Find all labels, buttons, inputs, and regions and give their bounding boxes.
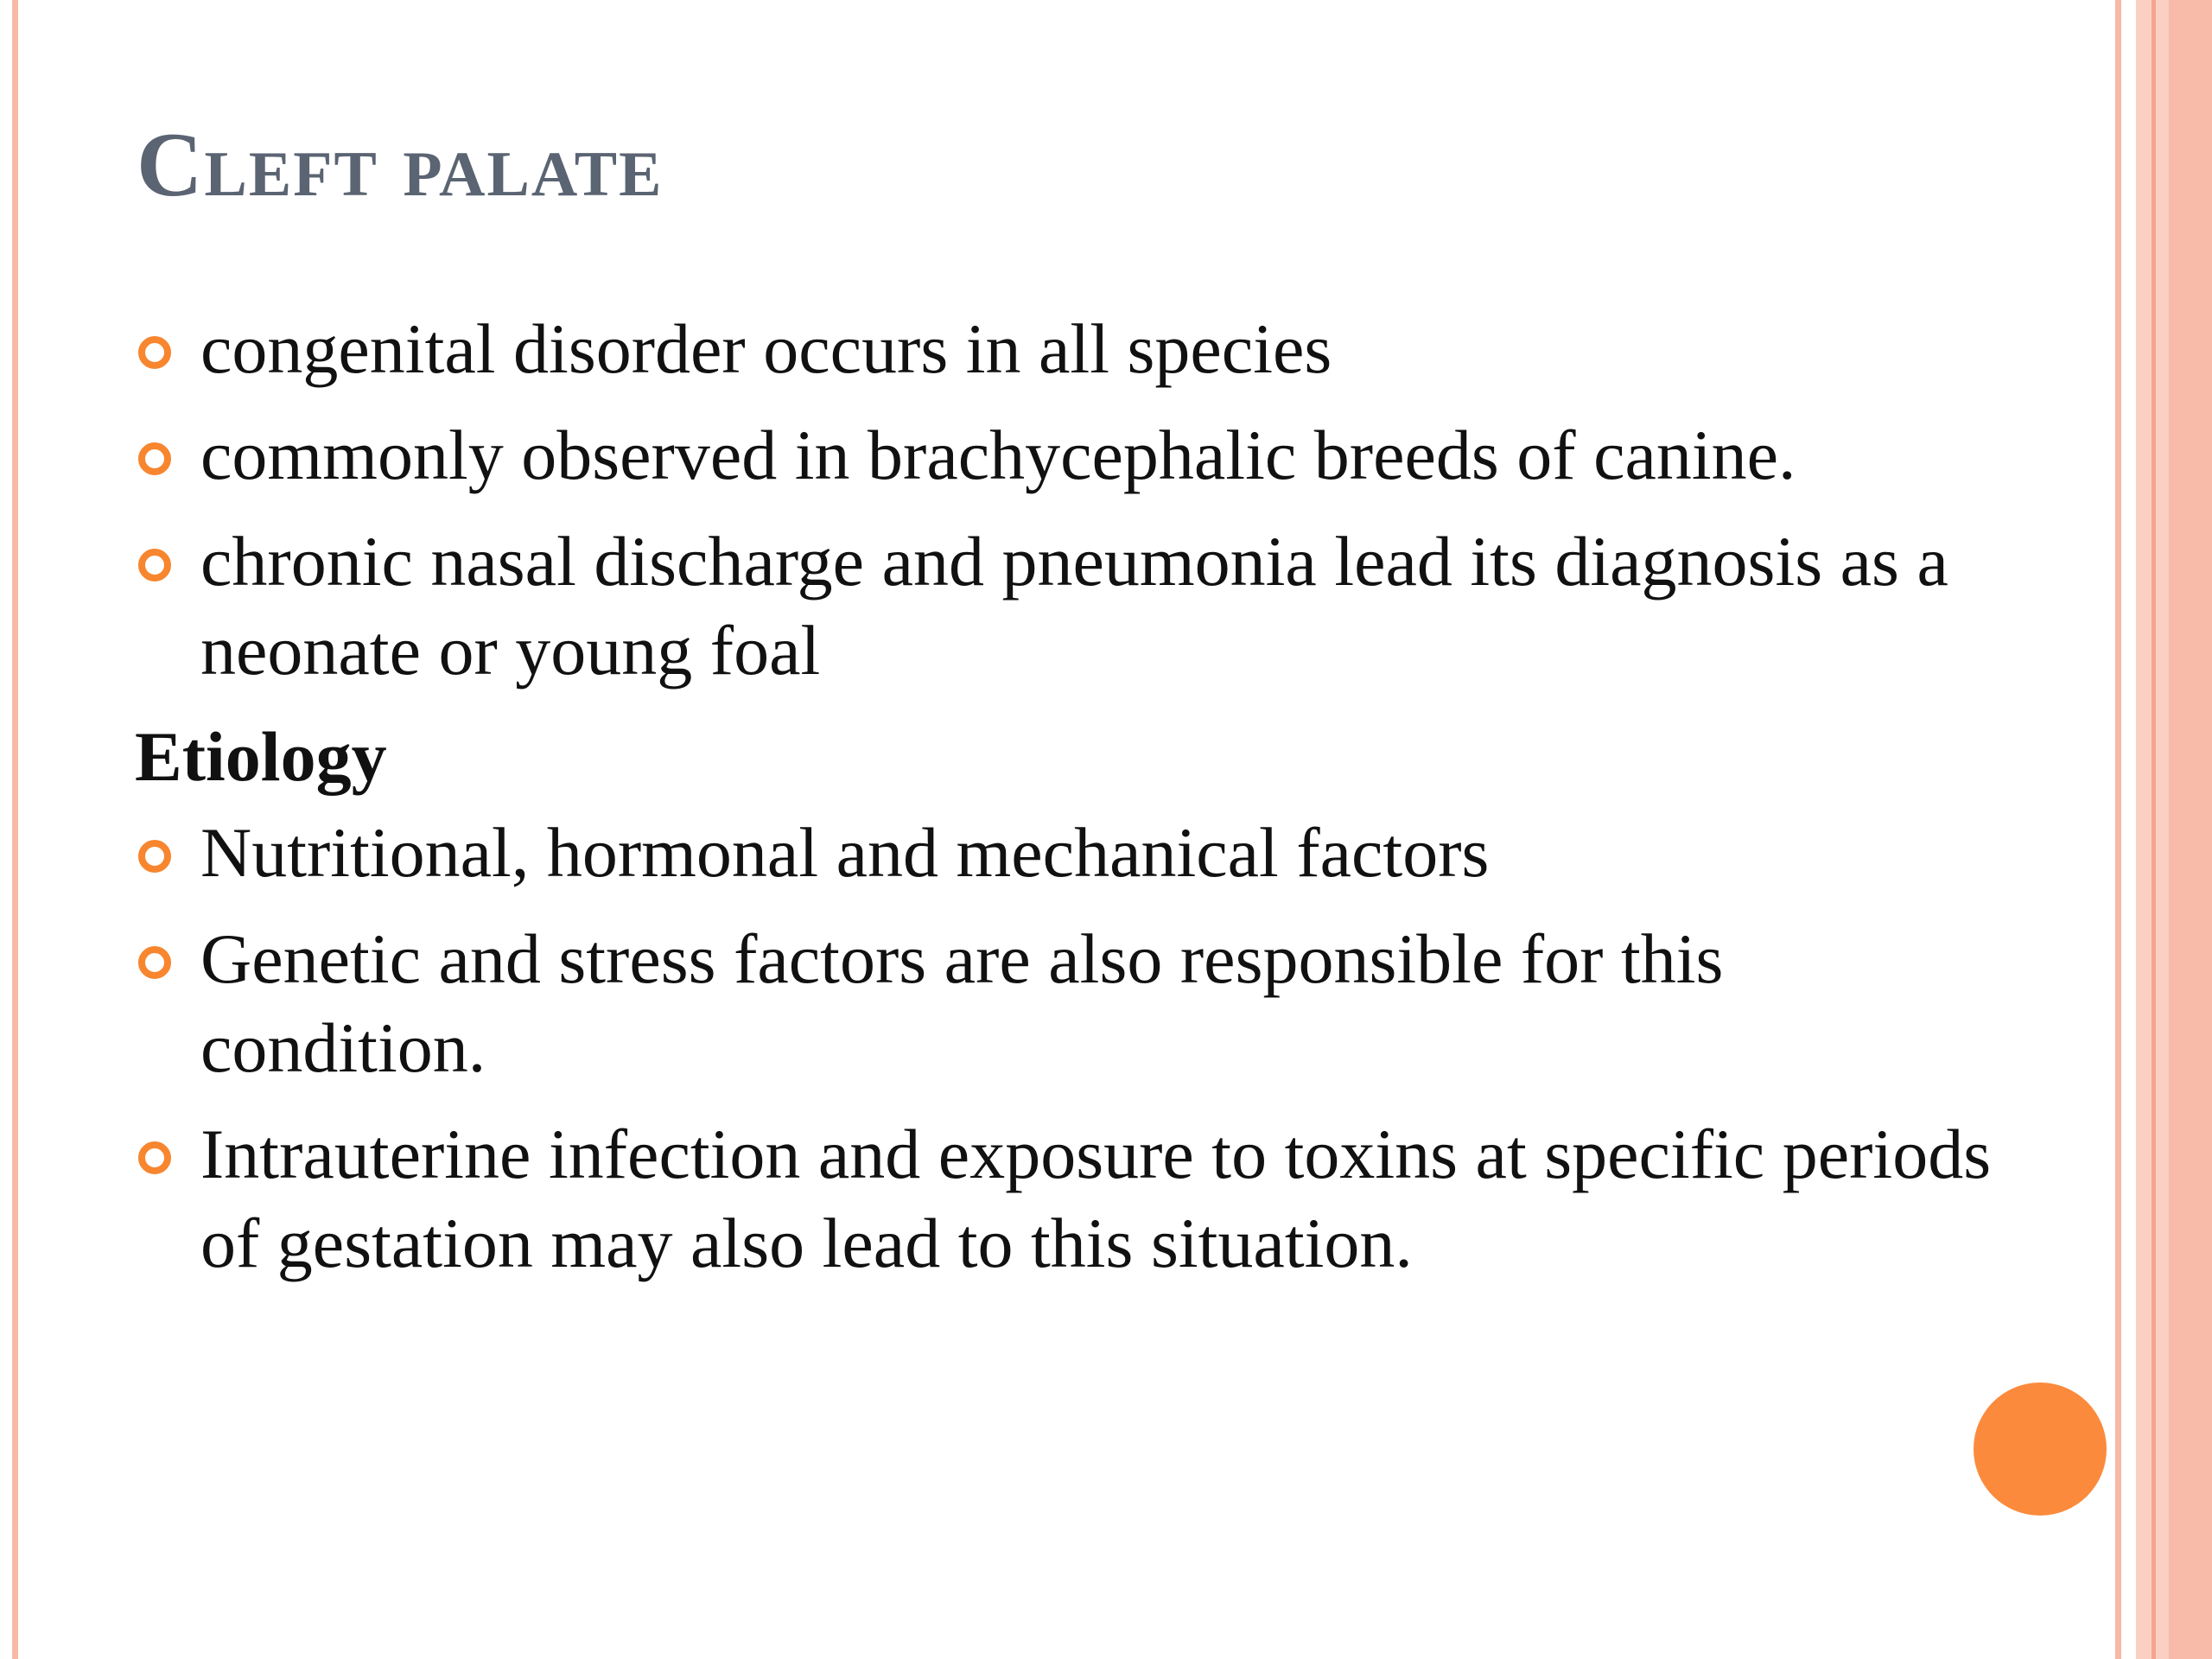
right-border-strip-line — [2152, 0, 2156, 1659]
left-border-strip — [12, 0, 18, 1659]
etiology-bullet-text: Genetic and stress factors are also responsible for this condition. — [200, 919, 1724, 1087]
orange-circle-icon — [1974, 1382, 2107, 1516]
etiology-bullet-text: Nutritional, hormonal and mechanical factors — [200, 813, 1490, 892]
slide-content — [135, 304, 2001, 1305]
intro-bullet-item — [135, 304, 2001, 393]
orange-ring-bullet-icon — [138, 549, 171, 582]
intro-bullet-text: congenital disorder occurs in all species — [200, 309, 1332, 388]
intro-bullet-list — [135, 304, 2001, 695]
etiology-bullet-item — [135, 1109, 2001, 1287]
etiology-bullet-list — [135, 808, 2001, 1287]
intro-bullet-item — [135, 410, 2001, 499]
etiology-bullet-item — [135, 808, 2001, 897]
orange-ring-bullet-icon — [138, 336, 171, 369]
orange-ring-bullet-icon — [138, 1141, 171, 1174]
intro-bullet-text: commonly observed in brachycephalic breeds of canine. — [200, 416, 1796, 494]
etiology-bullet-text: Intrauterine infection and exposure to toxins at specific periods of gestation may also lead to this situation. — [200, 1115, 1992, 1282]
right-border-strip-outer — [2115, 0, 2121, 1659]
right-border-strip-inner — [2169, 0, 2212, 1659]
intro-bullet-text: chronic nasal discharge and pneumonia lead its diagnosis as a neonate or young foal — [200, 522, 1948, 690]
orange-ring-bullet-icon — [138, 840, 171, 873]
orange-ring-bullet-icon — [138, 442, 171, 475]
etiology-bullet-item — [135, 914, 2001, 1092]
slide-title: Cleft palate — [137, 114, 664, 215]
orange-ring-bullet-icon — [138, 946, 171, 979]
etiology-heading: Etiology — [135, 717, 387, 796]
intro-bullet-item — [135, 517, 2001, 695]
